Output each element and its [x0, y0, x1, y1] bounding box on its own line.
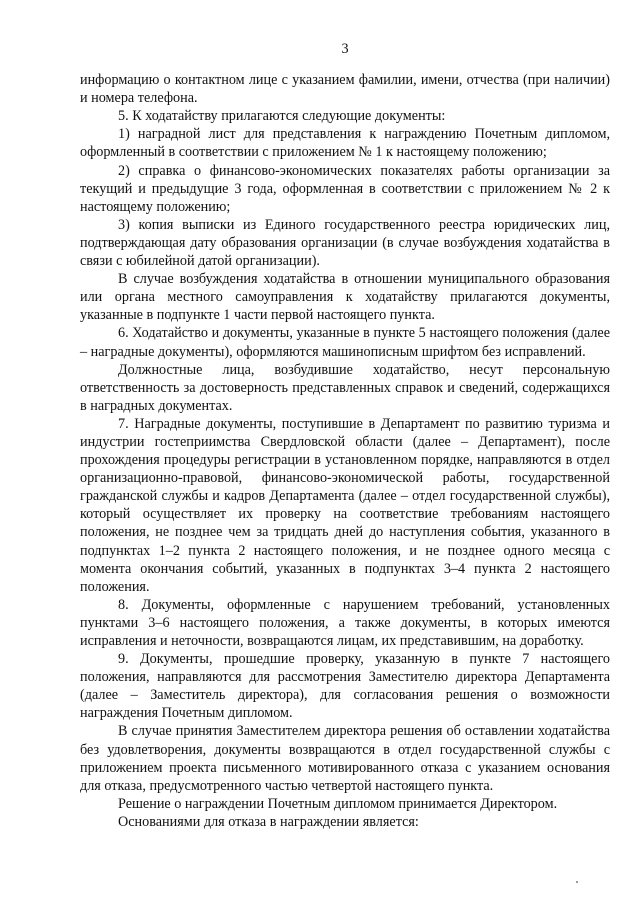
- paragraph-contact-info: информацию о контактном лице с указанием фамилии, имени, отчества (при наличии) и номера телефона.: [80, 72, 610, 107]
- paragraph-municipal-case: В случае возбуждения ходатайства в отношении муниципального образования или органа местного самоуправления к ходатайству прилагаются документы, указанные в подпункте 1 части первой настоящего пункта.: [80, 271, 610, 324]
- paragraph-item-6: 6. Ходатайство и документы, указанные в пункте 5 настоящего положения (далее – наградные документы), оформляются машинописным шрифтом без исправлений.: [80, 325, 610, 360]
- paragraph-subitem-1: 1) наградной лист для представления к награждению Почетным дипломом, оформленный в соответствии с приложением № 1 к настоящему положению;: [80, 126, 610, 161]
- paragraph-responsibility: Должностные лица, возбудившие ходатайство, несут персональную ответственность за достоверность представленных справок и сведений, содержащихся в наградных документах.: [80, 361, 610, 414]
- paragraph-item-7: 7. Наградные документы, поступившие в Департамент по развитию туризма и индустрии гостеприимства Свердловской области (далее – Департамент), после прохождения процедуры регистрации в установленном порядке, направляются в отдел организационно-правовой, финансово-экономической работы, государственной гражданской службы и кадров Департамента (далее – отдел государственной службы), который осуществляет их проверку на соответствие требованиям настоящего положения, не позднее чем за тридцать дней до наступления события, указанного в подпунктах 1–2 пункта 2 настоящего положения, и не позднее одного месяца с момента окончания событий, указанных в подпунктах 3–4 пункта 2 настоящего положения.: [80, 415, 610, 595]
- paragraph-director-decision: Решение о награждении Почетным дипломом принимается Директором.: [118, 795, 558, 812]
- paragraph-item-8: 8. Документы, оформленные с нарушением требований, установленных пунктами 3–6 настоящего положения, а также документы, в которых имеются исправления и неточности, возвращаются лицам, их представившим, на доработку.: [80, 596, 610, 649]
- page-number: 3: [341, 41, 349, 57]
- paragraph-item-9: 9. Документы, прошедшие проверку, указанную в пункте 7 настоящего положения, направляются для рассмотрения Заместителю директора Департамента (далее – Заместитель директора), для согласования решения о возможности награждения Почетным дипломом.: [80, 651, 610, 722]
- paragraph-refusal-case: В случае принятия Заместителем директора решения об оставлении ходатайства без удовлетворения, документы возвращаются в отдел государственной службы с приложением проекта письменного мотивированного отказа с указанием основания для отказа, предусмотренного частью четвертой настоящего пункта.: [80, 723, 610, 794]
- paragraph-item-5: 5. К ходатайству прилагаются следующие документы:: [118, 108, 446, 125]
- paragraph-subitem-3: 3) копия выписки из Единого государственного реестра юридических лиц, подтверждающая дату образования организации (в случае возбуждения ходатайства в связи с юбилейной датой организации).: [80, 216, 610, 270]
- paragraph-refusal-grounds: Основаниями для отказа в награждении является:: [118, 813, 419, 830]
- page-dot-mark: [576, 881, 578, 883]
- paragraph-subitem-2: 2) справка о финансово-экономических показателях работы организации за текущий и предыдущие 3 года, оформленная в соответствии с приложением № 2 к настоящему положению;: [80, 162, 610, 215]
